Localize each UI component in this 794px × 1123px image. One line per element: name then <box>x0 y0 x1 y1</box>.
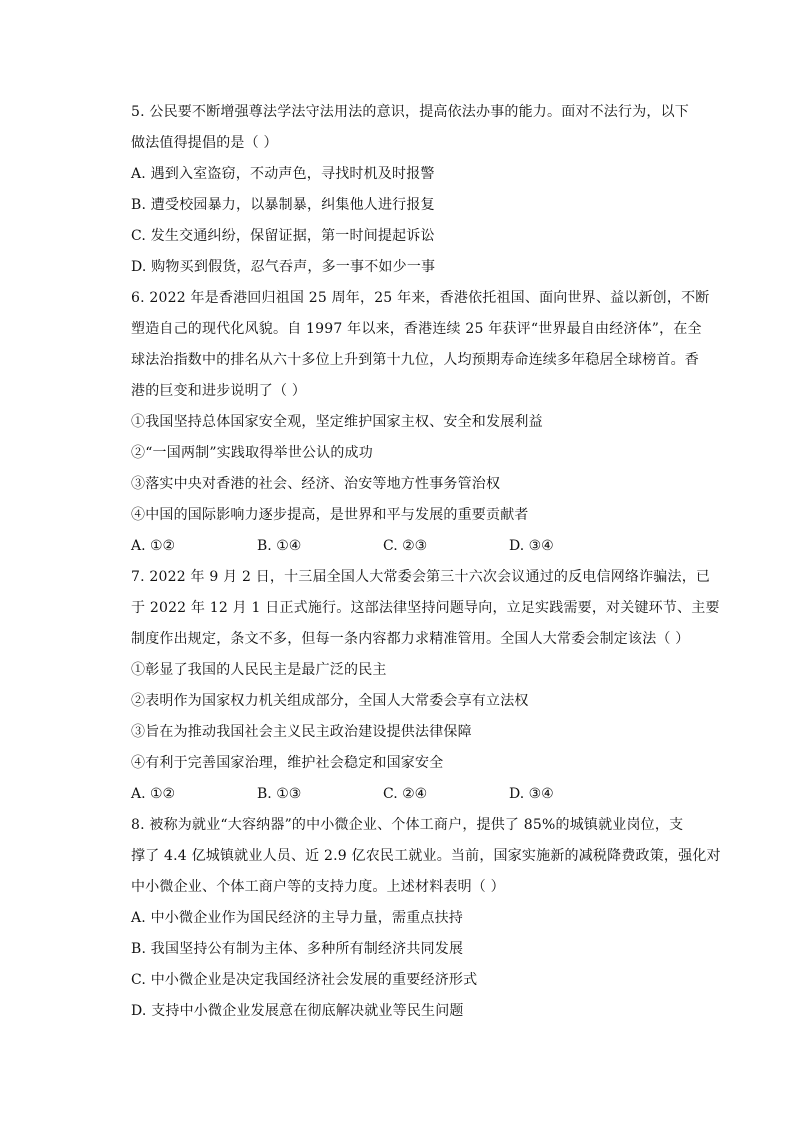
question-stem-line: 塑造自己的现代化风貌。自 1997 年以来，香港连续 25 年获评“世界最自由经济体”，在全 <box>131 321 702 337</box>
statement-4: ④中国的国际影响力逐步提高，是世界和平与发展的重要贡献者 <box>131 507 529 523</box>
question-stem-line: 撑了 4.4 亿城镇就业人员、近 2.9 亿农民工就业。当前，国家实施新的减税降费政策，强化对 <box>131 848 721 864</box>
question-5 <box>131 97 691 283</box>
question-stem-line: 港的巨变和进步说明了（ ） <box>131 383 307 399</box>
statement-3: ③旨在为推动我国社会主义民主政治建设提供法律保障 <box>131 724 472 740</box>
question-stem-line: 制度作出规定，条文不多，但每一条内容都力求精准管用。全国人大常委会制定该法（ ） <box>131 631 690 647</box>
question-stem-line: 5. 公民要不断增强尊法学法守法用法的意识，提高依法办事的能力。面对不法行为，以下 <box>131 104 690 120</box>
answer-option-b: B. 我国坚持公有制为主体、多种所有制经济共同发展 <box>131 941 464 957</box>
answer-option-c: C. 发生交通纠纷，保留证据，第一时间提起诉讼 <box>131 228 435 244</box>
question-stem-line: 7. 2022 年 9 月 2 日，十三届全国人大常委会第三十六次会议通过的反电信网络诈骗法，已 <box>131 569 711 585</box>
question-stem-line: 于 2022 年 12 月 1 日正式施行。这部法律坚持问题导向，立足实践需要，对关键环节、主要 <box>131 600 720 616</box>
answer-option-d: D. 购物买到假货，忍气吞声，多一事不如少一事 <box>131 259 436 275</box>
exam-page <box>131 97 721 1027</box>
answer-option-a: A. 中小微企业作为国民经济的主导力量，需重点扶持 <box>131 910 464 926</box>
answer-option-a: A. ①② <box>131 538 176 554</box>
question-stem-line: 球法治指数中的排名从六十多位上升到第十九位，人均预期寿命连续多年稳居全球榜首。香 <box>131 352 699 368</box>
answer-option-b: B. ①④ <box>257 538 302 554</box>
question-stem-line: 中小微企业、个体工商户等的支持力度。上述材料表明（ ） <box>131 879 505 895</box>
answer-option-b: B. ①③ <box>257 786 302 802</box>
statement-2: ②“一国两制”实践取得举世公认的成功 <box>131 445 373 461</box>
question-8 <box>131 810 721 1027</box>
statement-2: ②表明作为国家权力机关组成部分，全国人大常委会享有立法权 <box>131 693 529 709</box>
answer-option-a: A. 遇到入室盗窃，不动声色，寻找时机及时报警 <box>131 166 435 182</box>
question-7 <box>131 562 720 810</box>
answer-options-row <box>131 779 691 810</box>
statement-1: ①我国坚持总体国家安全观，坚定维护国家主权、安全和发展利益 <box>131 414 543 430</box>
answer-options-row <box>131 531 691 562</box>
question-stem-line: 做法值得提倡的是（ ） <box>131 135 278 151</box>
answer-option-c: C. ②③ <box>383 538 428 554</box>
question-stem-line: 6. 2022 年是香港回归祖国 25 周年，25 年来，香港依托祖国、面向世界、益以新创，不断 <box>131 290 710 306</box>
statement-4: ④有利于完善国家治理，维护社会稳定和国家安全 <box>131 755 444 771</box>
answer-option-d: D. ③④ <box>509 538 554 554</box>
question-stem-line: 8. 被称为就业“大容纳器”的中小微企业、个体工商户，提供了 85%的城镇就业岗位，支 <box>131 817 684 833</box>
answer-option-c: C. 中小微企业是决定我国经济社会发展的重要经济形式 <box>131 972 478 988</box>
statement-3: ③落实中央对香港的社会、经济、治安等地方性事务管治权 <box>131 476 501 492</box>
answer-option-d: D. ③④ <box>509 786 554 802</box>
answer-option-d: D. 支持中小微企业发展意在彻底解决就业等民生问题 <box>131 1003 464 1019</box>
answer-option-b: B. 遭受校园暴力，以暴制暴，纠集他人进行报复 <box>131 197 435 213</box>
question-6 <box>131 283 710 562</box>
answer-option-c: C. ②④ <box>383 786 428 802</box>
answer-option-a: A. ①② <box>131 786 176 802</box>
statement-1: ①彰显了我国的人民民主是最广泛的民主 <box>131 662 387 678</box>
